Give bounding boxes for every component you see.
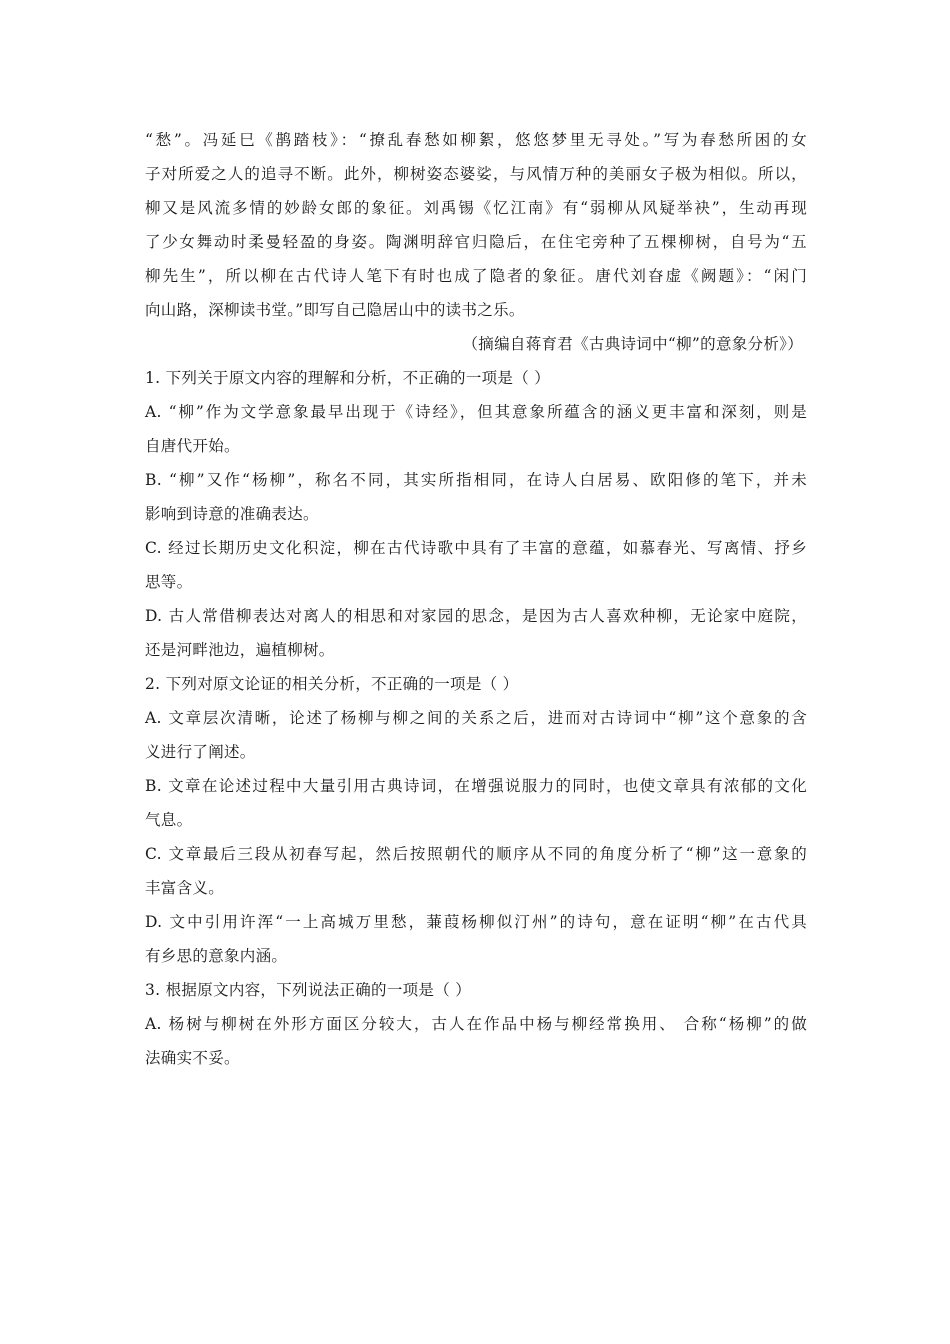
passage-line: 向山路，深柳读书堂。”即写自己隐居山中的读书之乐。 xyxy=(145,301,525,319)
option-text: B. “柳”又作“杨柳”，称名不同，其实所指相同，在诗人白居易、欧阳修的笔下，并未 xyxy=(145,471,807,489)
option-text: 还是河畔池边，遍植柳树。 xyxy=(145,641,335,659)
option-b xyxy=(145,463,807,531)
option-b xyxy=(145,769,807,837)
question-stem: 2. 下列对原文论证的相关分析，不正确的一项是（ ） xyxy=(145,675,519,693)
question-1 xyxy=(145,361,807,667)
passage-line: 柳又是风流多情的妙龄女郎的象征。刘禹锡《忆江南》有“弱柳从风疑举袂”，生动再现 xyxy=(145,199,807,217)
passage-line: “愁”。冯延巳《鹊踏枝》：“撩乱春愁如柳絮，悠悠梦里无寻处。”写为春愁所困的女 xyxy=(145,131,807,149)
option-text: 有乡思的意象内涵。 xyxy=(145,947,288,965)
option-text: A. 杨树与柳树在外形方面区分较大，古人在作品中杨与柳经常换用、 合称“杨柳”的做 xyxy=(145,1015,807,1033)
passage xyxy=(145,123,807,361)
option-text: 影响到诗意的准确表达。 xyxy=(145,505,319,523)
passage-line: 子对所爱之人的追寻不断。此外，柳树姿态婆娑，与风情万种的美丽女子极为相似。所以， xyxy=(145,165,807,183)
question-3 xyxy=(145,973,807,1075)
option-text: 丰富含义。 xyxy=(145,879,225,897)
option-text: A. “柳”作为文学意象最早出现于《诗经》，但其意象所蕴含的涵义更丰富和深刻，则是 xyxy=(145,403,807,421)
option-text: 气息。 xyxy=(145,811,193,829)
option-text: B. 文章在论述过程中大量引用古典诗词，在增强说服力的同时，也使文章具有浓郁的文化 xyxy=(145,777,807,795)
option-d xyxy=(145,599,807,667)
document-page xyxy=(145,123,807,1075)
option-a xyxy=(145,1007,807,1075)
option-d xyxy=(145,905,807,973)
option-text: 思等。 xyxy=(145,573,193,591)
passage-line: 柳先生”，所以柳在古代诗人笔下有时也成了隐者的象征。唐代刘昚虚《阙题》：“闲门 xyxy=(145,267,807,285)
option-text: D. 文中引用许浑“一上高城万里愁，蒹葭杨柳似汀州”的诗句，意在证明“柳”在古代具 xyxy=(145,913,807,931)
option-text: 法确实不妥。 xyxy=(145,1049,240,1067)
option-a xyxy=(145,395,807,463)
question-stem: 1. 下列关于原文内容的理解和分析，不正确的一项是（ ） xyxy=(145,369,551,387)
option-text: C. 文章最后三段从初春写起，然后按照朝代的顺序从不同的角度分析了“柳”这一意象的 xyxy=(145,845,807,863)
passage-line: 了少女舞动时柔曼轻盈的身姿。陶渊明辞官归隐后，在住宅旁种了五棵柳树，自号为“五 xyxy=(145,233,807,251)
question-2 xyxy=(145,667,807,973)
option-text: A. 文章层次清晰，论述了杨柳与柳之间的关系之后，进而对古诗词中“柳”这个意象的含 xyxy=(145,709,807,727)
passage-source: （摘编自蒋育君《古典诗词中“柳”的意象分析》） xyxy=(462,335,803,353)
option-text: 义进行了阐述。 xyxy=(145,743,256,761)
option-text: C. 经过长期历史文化积淀，柳在古代诗歌中具有了丰富的意蕴，如慕春光、写离情、抒乡 xyxy=(145,539,807,557)
option-text: D. 古人常借柳表达对离人的相思和对家园的思念，是因为古人喜欢种柳，无论家中庭院， xyxy=(145,607,807,625)
option-a xyxy=(145,701,807,769)
question-stem: 3. 根据原文内容，下列说法正确的一项是（ ） xyxy=(145,981,472,999)
option-text: 自唐代开始。 xyxy=(145,437,240,455)
option-c xyxy=(145,531,807,599)
option-c xyxy=(145,837,807,905)
